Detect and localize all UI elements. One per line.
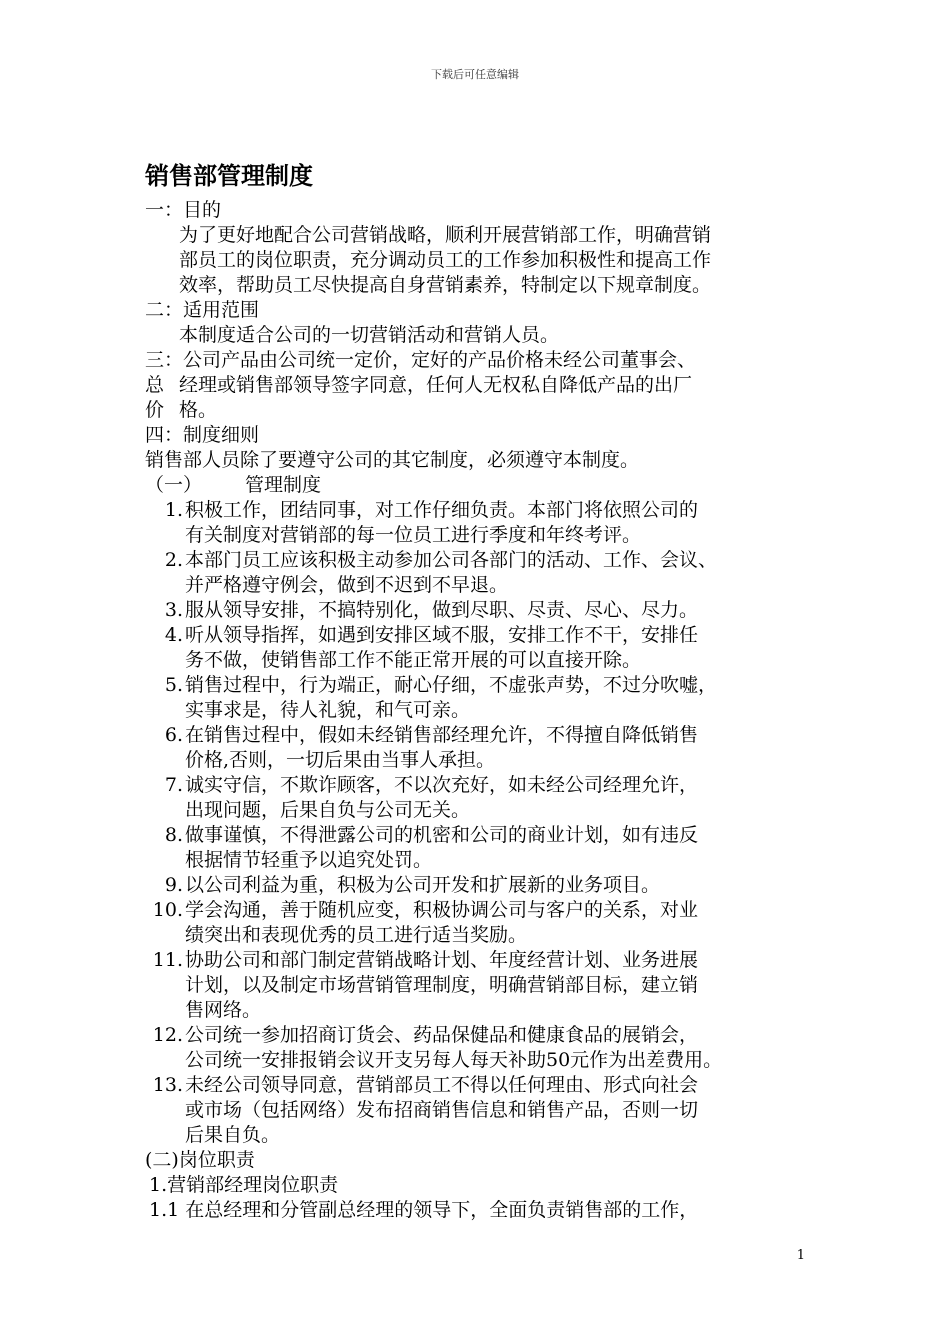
rule-line: 本部门员工应该积极主动参加公司各部门的活动、工作、会议、 xyxy=(185,549,718,571)
document-title: 销售部管理制度 xyxy=(145,162,313,190)
rule-line: 价格,否则，一切后果由当事人承担。 xyxy=(185,749,496,771)
subsection-1-heading xyxy=(145,473,815,498)
rule-number: 8. xyxy=(164,824,183,846)
rule-number: 5. xyxy=(164,674,183,696)
rule-line: 售网络。 xyxy=(185,999,262,1021)
rule-line: 诚实守信，不欺诈顾客，不以次充好，如未经公司经理允许， xyxy=(185,774,699,796)
rule-text xyxy=(185,623,815,673)
rule-item xyxy=(145,873,815,898)
rule-text xyxy=(185,498,815,548)
section-2-paragraph: 本制度适合公司的一切营销活动和营销人员。 xyxy=(179,324,560,346)
rule-item xyxy=(145,948,815,1023)
rule-line: 听从领导指挥，如遇到安排区域不服，安排工作不干，安排任 xyxy=(185,624,699,646)
section-3-line xyxy=(145,398,815,423)
section-4-paragraph: 销售部人员除了要遵守公司的其它制度，必须遵守本制度。 xyxy=(145,449,640,471)
section-1-heading: 一：目的 xyxy=(145,199,222,221)
section-3-line: 三：公司产品由公司统一定价，定好的产品价格未经公司董事会、 xyxy=(145,349,697,371)
rule-text xyxy=(185,948,815,1023)
rule-number: 9. xyxy=(164,874,183,896)
section-1-line: 为了更好地配合公司营销战略，顺利开展营销部工作，明确营销 xyxy=(179,224,712,246)
rule-number: 13. xyxy=(152,1074,183,1096)
section-3-text: 格。 xyxy=(179,399,218,421)
rule-line: 协助公司和部门制定营销战略计划、年度经营计划、业务进展 xyxy=(185,949,699,971)
rule-text xyxy=(185,598,815,623)
section-2-heading: 二：适用范围 xyxy=(145,299,260,321)
section-4-heading: 四：制度细则 xyxy=(145,424,260,446)
rule-number: 6. xyxy=(164,724,183,746)
header-note: 下载后可任意编辑 xyxy=(431,68,519,81)
rule-line: 积极工作，团结同事，对工作仔细负责。本部门将依照公司的 xyxy=(185,499,699,521)
rule-number: 12. xyxy=(152,1024,183,1046)
section-1-line: 部员工的岗位职责，充分调动员工的工作参加积极性和提高工作 xyxy=(179,249,712,271)
section-3-text: 经理或销售部领导签字同意，任何人无权私自降低产品的出厂 xyxy=(179,374,693,396)
rule-line: 出现问题，后果自负与公司无关。 xyxy=(185,799,471,821)
rule-item xyxy=(145,773,815,823)
rule-line: 学会沟通，善于随机应变，积极协调公司与客户的关系，对业 xyxy=(185,899,699,921)
rule-number: 3. xyxy=(164,599,183,621)
rule-number: 1. xyxy=(164,499,183,521)
rule-text xyxy=(185,723,815,773)
rule-line: 后果自负。 xyxy=(185,1124,281,1146)
rule-text xyxy=(185,898,815,948)
rule-line: 公司统一安排报销会议开支另每人每天补助50元作为出差费用。 xyxy=(185,1049,723,1071)
subsection-1-title: 管理制度 xyxy=(245,474,322,496)
section-1-line: 效率，帮助员工尽快提高自身营销素养，特制定以下规章制度。 xyxy=(179,274,712,296)
rule-item xyxy=(145,673,815,723)
rule-line: 在销售过程中，假如未经销售部经理允许，不得擅自降低销售 xyxy=(185,724,699,746)
rule-item xyxy=(145,548,815,598)
subsection-2-heading: (二)岗位职责 xyxy=(145,1149,255,1171)
rule-line: 以公司利益为重，积极为公司开发和扩展新的业务项目。 xyxy=(185,874,661,896)
rule-item xyxy=(145,1073,815,1148)
subsection-2-item: 1.营销部经理岗位职责 xyxy=(149,1174,339,1196)
rule-line: 公司统一参加招商订货会、药品保健品和健康食品的展销会， xyxy=(185,1024,699,1046)
rule-line: 实事求是，待人礼貌，和气可亲。 xyxy=(185,699,471,721)
rule-item xyxy=(145,823,815,873)
rule-number: 4. xyxy=(164,624,183,646)
rule-number: 2. xyxy=(164,549,183,571)
rule-text xyxy=(185,1023,815,1073)
rule-number: 11. xyxy=(152,949,183,971)
rule-line: 务不做，使销售部工作不能正常开展的可以直接开除。 xyxy=(185,649,642,671)
page-number: 1 xyxy=(796,1248,805,1263)
rule-text xyxy=(185,823,815,873)
rule-item xyxy=(145,723,815,773)
rule-item xyxy=(145,623,815,673)
document-body xyxy=(145,160,815,1223)
rule-item xyxy=(145,898,815,948)
rule-item xyxy=(145,598,815,623)
rule-line: 根据情节轻重予以追究处罚。 xyxy=(185,849,433,871)
rule-item xyxy=(145,1023,815,1073)
section-3-label: 价 xyxy=(145,399,165,421)
subsection-2-item: 1.1 在总经理和分管副总经理的领导下，全面负责销售部的工作， xyxy=(149,1199,699,1221)
rule-text xyxy=(185,873,815,898)
rule-text xyxy=(185,773,815,823)
rule-line: 销售过程中，行为端正，耐心仔细，不虚张声势，不过分吹嘘， xyxy=(185,674,718,696)
rule-text xyxy=(185,1073,815,1148)
section-3-label: 总 xyxy=(145,374,165,396)
rule-text xyxy=(185,673,815,723)
rule-line: 并严格遵守例会，做到不迟到不早退。 xyxy=(185,574,509,596)
rule-number: 7. xyxy=(164,774,183,796)
rule-number: 10. xyxy=(152,899,183,921)
subsection-1-number: （一） xyxy=(145,474,203,496)
rules-list xyxy=(145,498,815,1148)
rule-line: 服从领导安排，不搞特别化，做到尽职、尽责、尽心、尽力。 xyxy=(185,599,699,621)
rule-line: 计划，以及制定市场营销管理制度，明确营销部目标，建立销 xyxy=(185,974,699,996)
rule-line: 或市场（包括网络）发布招商销售信息和销售产品，否则一切 xyxy=(185,1099,699,1121)
rule-line: 未经公司领导同意，营销部员工不得以任何理由、形式向社会 xyxy=(185,1074,699,1096)
rule-line: 做事谨慎，不得泄露公司的机密和公司的商业计划，如有违反 xyxy=(185,824,699,846)
rule-item xyxy=(145,498,815,548)
rule-line: 绩突出和表现优秀的员工进行适当奖励。 xyxy=(185,924,528,946)
rule-line: 有关制度对营销部的每一位员工进行季度和年终考评。 xyxy=(185,524,642,546)
rule-text xyxy=(185,548,815,598)
section-3-line xyxy=(145,373,815,398)
